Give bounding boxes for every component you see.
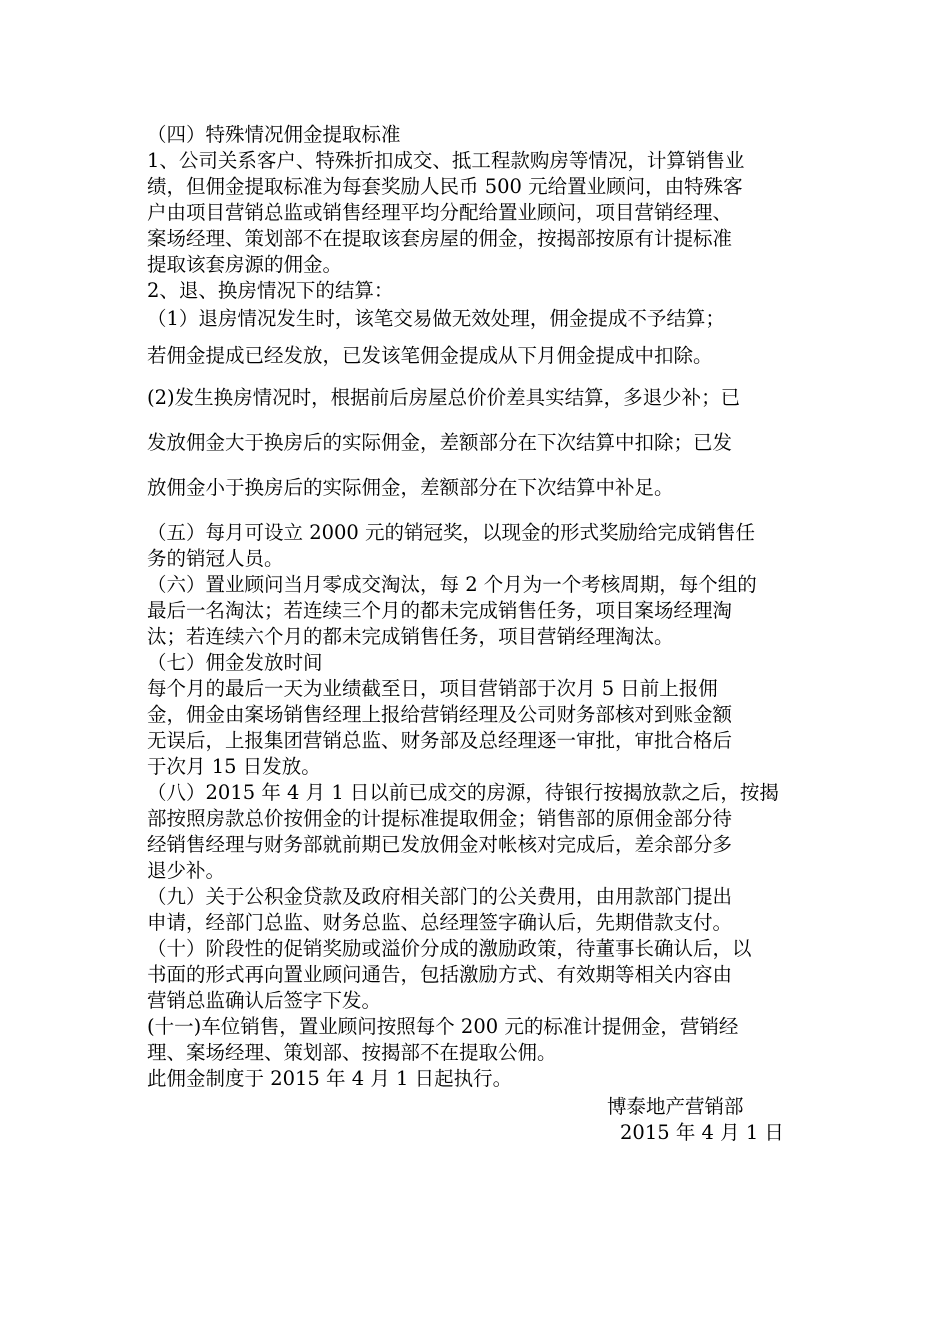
section-7-line: 无误后，上报集团营销总监、财务部及总经理逐一审批，审批合格后 <box>147 729 733 752</box>
section-4-item1-line: 绩，但佣金提取标准为每套奖励人民币 500 元给置业顾问，由特殊客 <box>147 175 743 198</box>
section-6-line: （六）置业顾问当月零成交淘汰，每 2 个月为一个考核周期，每个组的 <box>147 573 757 596</box>
section-10-line: （十）阶段性的促销奖励或溢价分成的激励政策，待董事长确认后，以 <box>147 937 752 960</box>
section-7-line: 金，佣金由案场销售经理上报给营销经理及公司财务部核对到账金额 <box>147 703 733 726</box>
section-8-line: 经销售经理与财务部就前期已发放佣金对帐核对完成后，差余部分多 <box>147 833 733 856</box>
section-4-item1-line: 案场经理、策划部不在提取该套房屋的佣金，按揭部按原有计提标准 <box>147 227 733 250</box>
section-4-heading: （四）特殊情况佣金提取标准 <box>147 123 401 146</box>
section-8-line: 部按照房款总价按佣金的计提标准提取佣金；销售部的原佣金部分待 <box>147 807 733 830</box>
section-7-heading: （七）佣金发放时间 <box>147 651 323 674</box>
section-7-line: 每个月的最后一天为业绩截至日，项目营销部于次月 5 日前上报佣 <box>147 677 718 700</box>
section-8-line: 退少补。 <box>147 859 226 882</box>
section-4-sub1-line: （1）退房情况发生时，该笔交易做无效处理，佣金提成不予结算； <box>147 307 725 330</box>
section-4-item2-heading: 2、退、换房情况下的结算： <box>147 279 394 302</box>
effective-date-line: 此佣金制度于 2015 年 4 月 1 日起执行。 <box>147 1067 513 1090</box>
section-4-item1-line: 1、公司关系客户、特殊折扣成交、抵工程款购房等情况，计算销售业 <box>147 149 745 172</box>
section-7-line: 于次月 15 日发放。 <box>147 755 321 778</box>
section-5-line: 务的销冠人员。 <box>147 547 284 570</box>
section-10-line: 书面的形式再向置业顾问通告，包括激励方式、有效期等相关内容由 <box>147 963 733 986</box>
section-11-line: 理、案场经理、策划部、按揭部不在提取公佣。 <box>147 1041 557 1064</box>
section-11-line: (十一)车位销售，置业顾问按照每个 200 元的标准计提佣金，营销经 <box>147 1015 739 1038</box>
section-6-line: 汰；若连续六个月的都未完成销售任务，项目营销经理淘汰。 <box>147 625 674 648</box>
section-4-sub1-line: 若佣金提成已经发放，已发该笔佣金提成从下月佣金提成中扣除。 <box>147 344 713 367</box>
section-4-item1-line: 提取该套房源的佣金。 <box>147 253 343 276</box>
section-8-line: （八）2015 年 4 月 1 日以前已成交的房源，待银行按揭放款之后，按揭 <box>147 781 779 804</box>
section-4-sub2-line: 发放佣金大于换房后的实际佣金，差额部分在下次结算中扣除；已发 <box>147 431 733 454</box>
section-9-line: （九）关于公积金贷款及政府相关部门的公关费用，由用款部门提出 <box>147 885 733 908</box>
section-5-line: （五）每月可设立 2000 元的销冠奖，以现金的形式奖励给完成销售任 <box>147 521 756 544</box>
section-4-sub2-line: 放佣金小于换房后的实际佣金，差额部分在下次结算中补足。 <box>147 476 674 499</box>
section-9-line: 申请，经部门总监、财务总监、总经理签字确认后，先期借款支付。 <box>147 911 733 934</box>
signature-date: 2015 年 4 月 1 日 <box>620 1121 784 1144</box>
section-10-line: 营销总监确认后签字下发。 <box>147 989 382 1012</box>
signature-organization: 博泰地产营销部 <box>607 1095 744 1118</box>
section-6-line: 最后一名淘汰；若连续三个月的都未完成销售任务，项目案场经理淘 <box>147 599 733 622</box>
section-4-sub2-line: (2)发生换房情况时，根据前后房屋总价价差具实结算，多退少补；已 <box>147 386 741 409</box>
section-4-item1-line: 户由项目营销总监或销售经理平均分配给置业顾问，项目营销经理、 <box>147 201 733 224</box>
